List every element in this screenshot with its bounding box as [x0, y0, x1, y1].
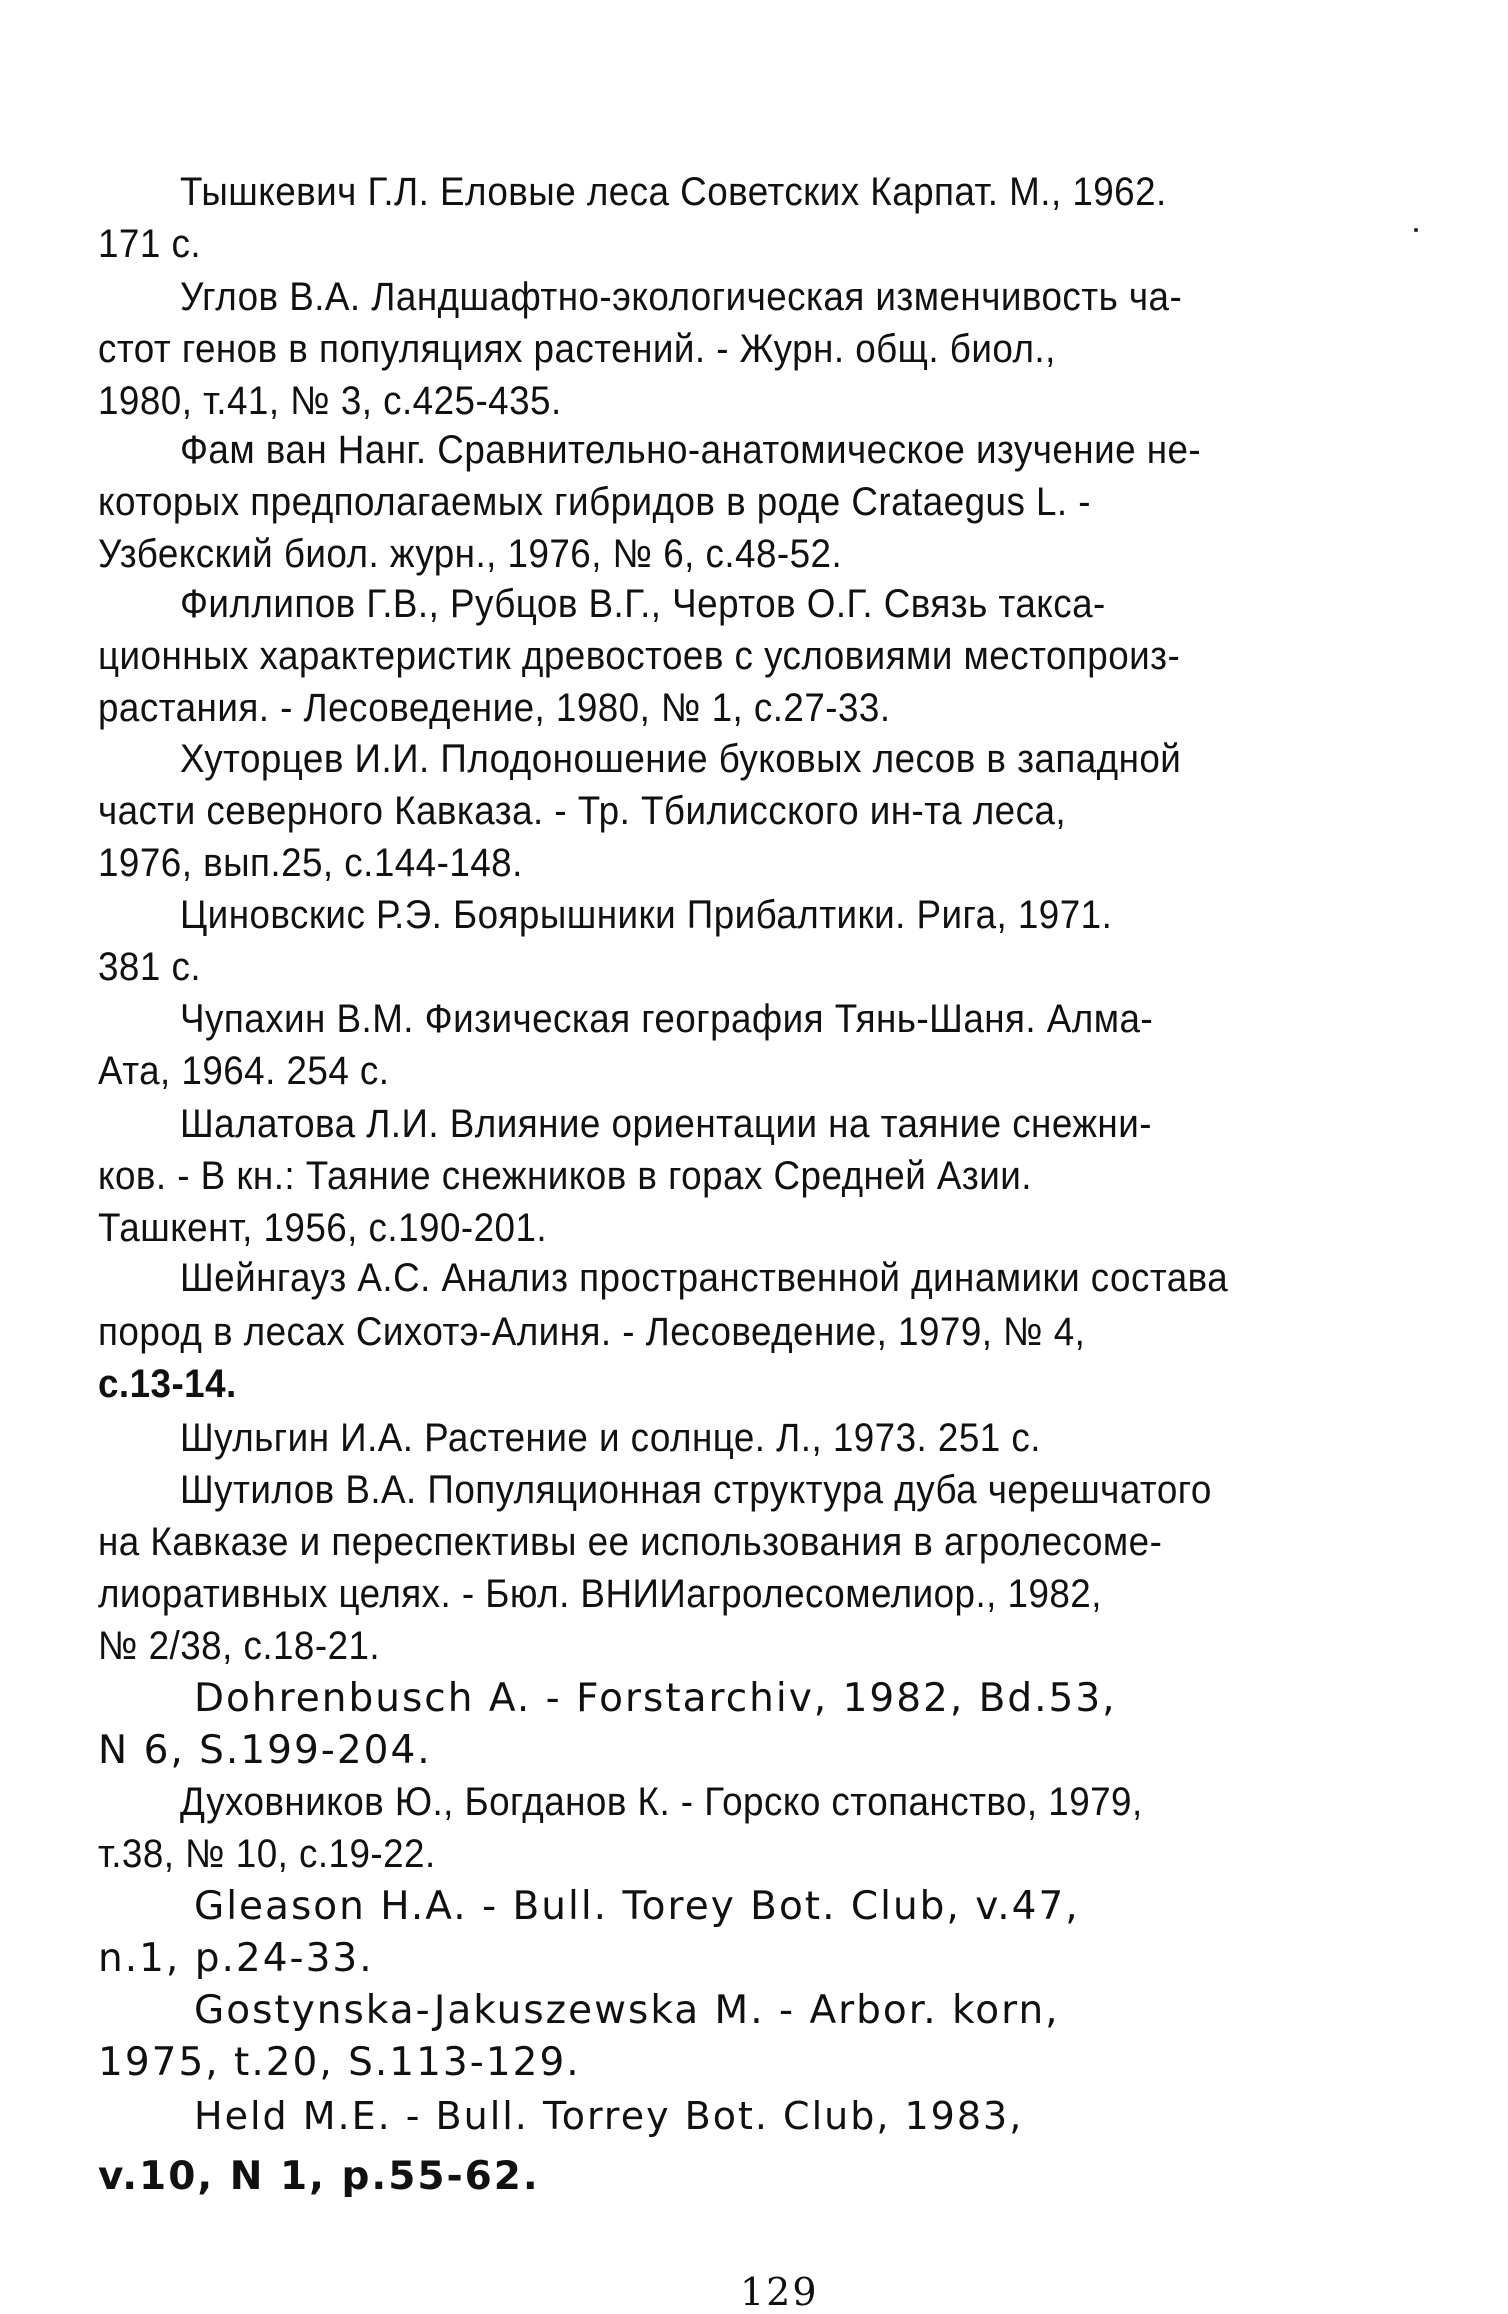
reference-line: n.1, p.24-33. — [98, 1936, 374, 1981]
reference-line: 381 с. — [98, 945, 202, 989]
reference-line: Шульгин И.А. Растение и солнце. Л., 1973. 251 с. — [180, 1416, 1041, 1460]
page-number: 129 — [740, 2270, 819, 2314]
reference-line: пород в лесах Сихотэ-Алиня. - Лесоведение, 1979, № 4, — [98, 1310, 1086, 1354]
reference-line: № 2/38, с.18-21. — [98, 1624, 381, 1668]
reference-line: Ташкент, 1956, с.190-201. — [98, 1206, 548, 1250]
reference-line: v.10, N 1, p.55-62. — [98, 2154, 540, 2199]
reference-line: на Кавказе и переспективы ее использования в агролесоме- — [98, 1520, 1163, 1564]
reference-line: Фам ван Нанг. Сравнительно-анатомическое изучение не- — [180, 428, 1202, 472]
reference-line: Dohrenbusch A. - Forstarchiv, 1982, Bd.53, — [194, 1676, 1117, 1721]
reference-line: Углов В.А. Ландшафтно-экологическая изменчивость ча- — [180, 275, 1183, 319]
reference-line: 1980, т.41, № 3, с.425-435. — [98, 379, 562, 423]
reference-line: Узбекский биол. журн., 1976, № 6, с.48-52. — [98, 532, 843, 576]
reference-line: 171 с. — [98, 222, 202, 266]
reference-line: Шутилов В.А. Популяционная структура дуба черешчатого — [180, 1468, 1212, 1512]
reference-line: ционных характеристик древостоев с условиями местопроиз- — [98, 634, 1181, 678]
reference-line: Ата, 1964. 254 с. — [98, 1049, 390, 1093]
reference-line: с.13-14. — [98, 1362, 237, 1406]
reference-line: растания. - Лесоведение, 1980, № 1, с.27-33. — [98, 686, 891, 730]
reference-line: Духовников Ю., Богданов К. - Горско стопанство, 1979, — [180, 1780, 1143, 1824]
reference-line: Тышкевич Г.Л. Еловые леса Советских Карпат. М., 1962. — [180, 170, 1167, 214]
reference-line: части северного Кавказа. - Тр. Тбилисского ин-та леса, — [98, 789, 1067, 833]
reference-line: Held M.E. - Bull. Torrey Bot. Club, 1983, — [194, 2094, 1024, 2138]
reference-line: стот генов в популяциях растений. - Журн. общ. биол., — [98, 327, 1056, 371]
reference-line: 1975, t.20, S.113-129. — [98, 2040, 581, 2085]
reference-line: ков. - В кн.: Таяние снежников в горах Средней Азии. — [98, 1154, 1032, 1198]
reference-line: т.38, № 10, с.19-22. — [98, 1832, 436, 1876]
reference-line: Чупахин В.М. Физическая география Тянь-Шаня. Алма- — [180, 997, 1154, 1041]
reference-line: 1976, вып.25, с.144-148. — [98, 841, 523, 885]
reference-line: Gostynska-Jakuszewska M. - Arbor. korn, — [194, 1988, 1060, 2033]
reference-line: Шалатова Л.И. Влияние ориентации на таяние снежни- — [180, 1102, 1152, 1146]
reference-line: Шейнгауз А.С. Анализ пространственной динамики состава — [180, 1256, 1229, 1300]
scan-artifact — [1414, 228, 1418, 232]
reference-line: Филлипов Г.В., Рубцов В.Г., Чертов О.Г. Связь такса- — [180, 582, 1106, 626]
reference-line: Gleason H.A. - Bull. Torey Bot. Club, v.47, — [194, 1884, 1080, 1929]
reference-line: N 6, S.199-204. — [98, 1728, 432, 1773]
reference-line: которых предполагаемых гибридов в роде Crataegus L. - — [98, 480, 1092, 524]
reference-line: Циновскис Р.Э. Боярышники Прибалтики. Рига, 1971. — [180, 893, 1113, 937]
reference-line: лиоративных целях. - Бюл. ВНИИагролесомелиор., 1982, — [98, 1572, 1102, 1616]
reference-line: Хуторцев И.И. Плодоношение буковых лесов в западной — [180, 737, 1182, 781]
